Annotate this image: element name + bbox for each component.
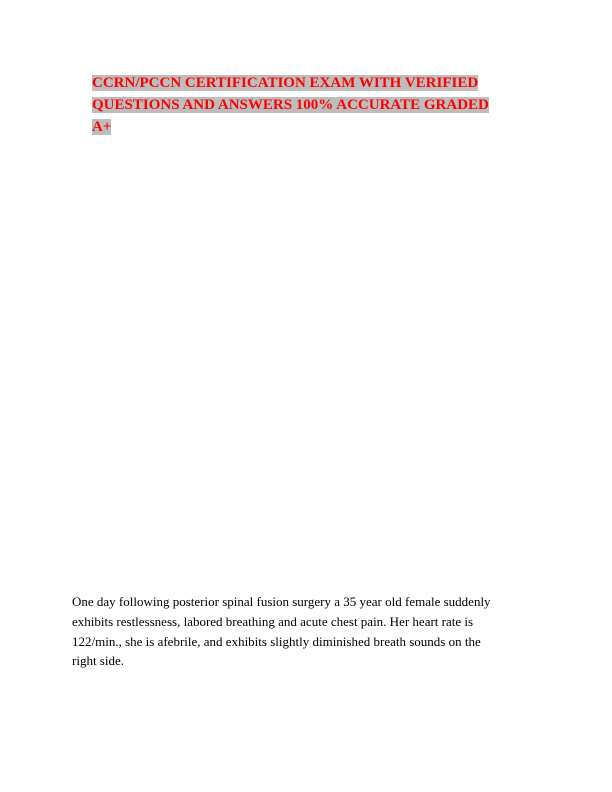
title-line-2 bbox=[92, 94, 532, 116]
title-line-2-text: QUESTIONS AND ANSWERS 100% ACCURATE GRADED bbox=[92, 97, 489, 113]
question-line-4: right side. bbox=[72, 653, 124, 669]
question-line-1: One day following posterior spinal fusion surgery a 35 year old female suddenly bbox=[72, 594, 491, 609]
title-line-1 bbox=[92, 72, 532, 94]
question-paragraph bbox=[72, 592, 542, 671]
title-line-1-text: CCRN/PCCN CERTIFICATION EXAM WITH VERIFIED bbox=[92, 75, 479, 91]
question-line-2: exhibits restlessness, labored breathing and acute chest pain. Her heart rate is bbox=[72, 613, 474, 629]
title-line-3-text: A+ bbox=[92, 119, 112, 135]
question-line-3: 122/min., she is afebrile, and exhibits slightly diminished breath sounds on the bbox=[72, 633, 481, 649]
document-title bbox=[92, 72, 532, 138]
title-line-3 bbox=[92, 116, 532, 138]
